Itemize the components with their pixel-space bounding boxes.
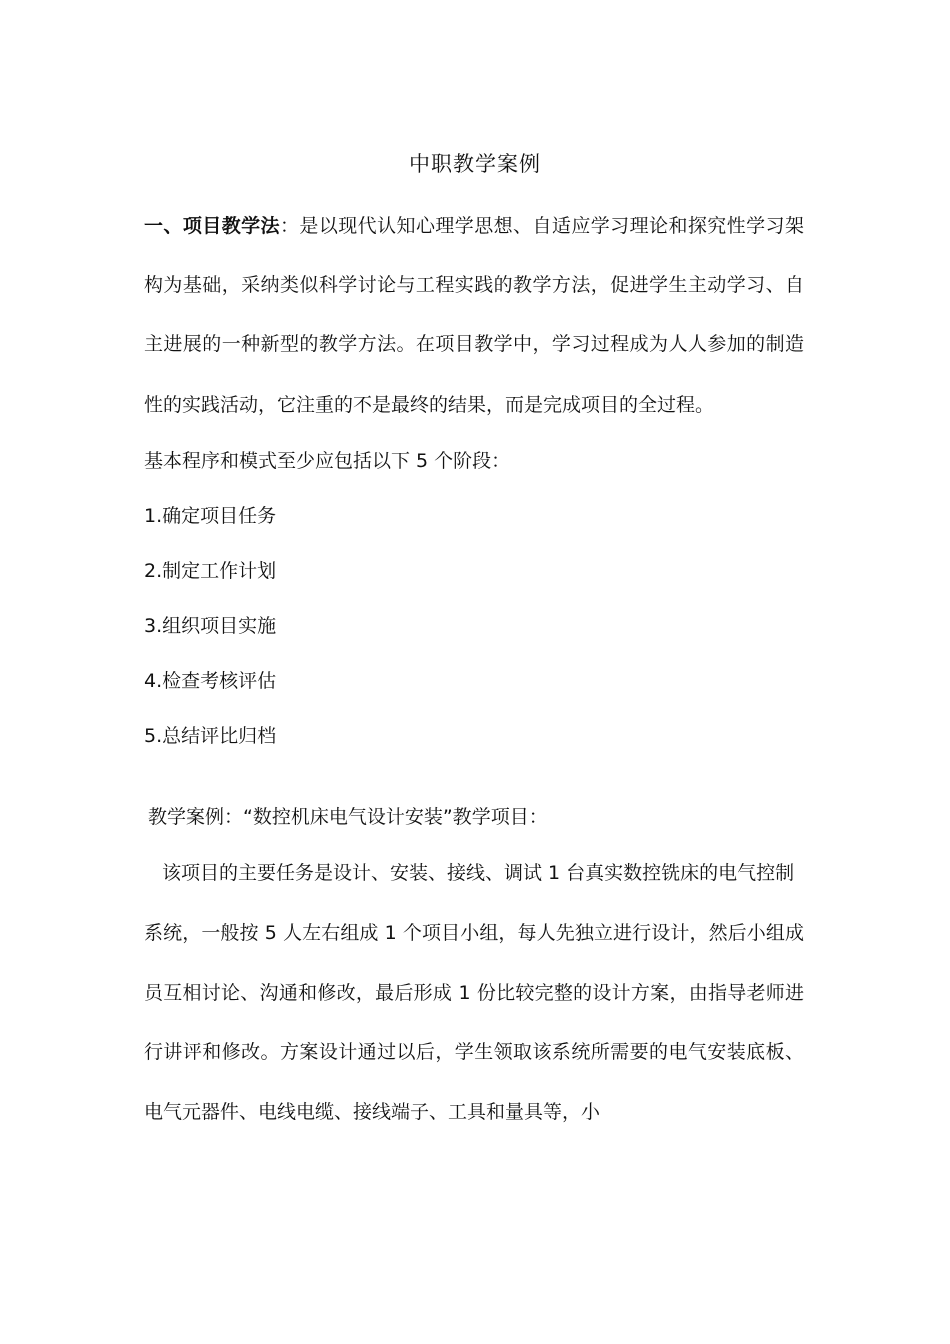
stage-item: 4.检查考核评估 (144, 670, 277, 692)
case-line-3: 员互相讨论、沟通和修改，最后形成 1 份比较完整的设计方案，由指导老师进 (144, 982, 804, 1004)
stage-item: 1.确定项目任务 (144, 505, 277, 527)
case-line-4: 行讲评和修改。方案设计通过以后，学生领取该系统所需要的电气安装底板、 (144, 1041, 804, 1063)
case-line-5: 电气元器件、电线电缆、接线端子、工具和量具等，小 (144, 1101, 601, 1123)
section1-line-4: 性的实践活动，它注重的不是最终的结果，而是完成项目的全过程。 (144, 394, 715, 416)
case-heading: 教学案例：“数控机床电气设计安装”教学项目： (148, 806, 548, 828)
case-line-1: 该项目的主要任务是设计、安装、接线、调试 1 台真实数控铣床的电气控制 (162, 862, 795, 884)
page-title: 中职教学案例 (409, 152, 541, 176)
section1-line-1 (144, 213, 804, 239)
stages-intro: 基本程序和模式至少应包括以下 5 个阶段： (144, 450, 511, 472)
case-line-2: 系统，一般按 5 人左右组成 1 个项目小组，每人先独立进行设计，然后小组成 (144, 922, 804, 944)
section1-line-2: 构为基础，采纳类似科学讨论与工程实践的教学方法，促进学生主动学习、自 (144, 274, 804, 296)
stage-item: 3.组织项目实施 (144, 615, 277, 637)
section1-line-3: 主进展的一种新型的教学方法。在项目教学中，学习过程成为人人参加的制造 (144, 333, 804, 355)
stage-item: 5.总结评比归档 (144, 725, 277, 747)
section1-line-1-text: ：是以现代认知心理学思想、自适应学习理论和探究性学习架 (279, 215, 804, 237)
stage-item: 2.制定工作计划 (144, 560, 277, 582)
section1-heading-prefix: 一、 (144, 215, 183, 237)
section1-heading-term: 项目教学法 (182, 215, 280, 237)
